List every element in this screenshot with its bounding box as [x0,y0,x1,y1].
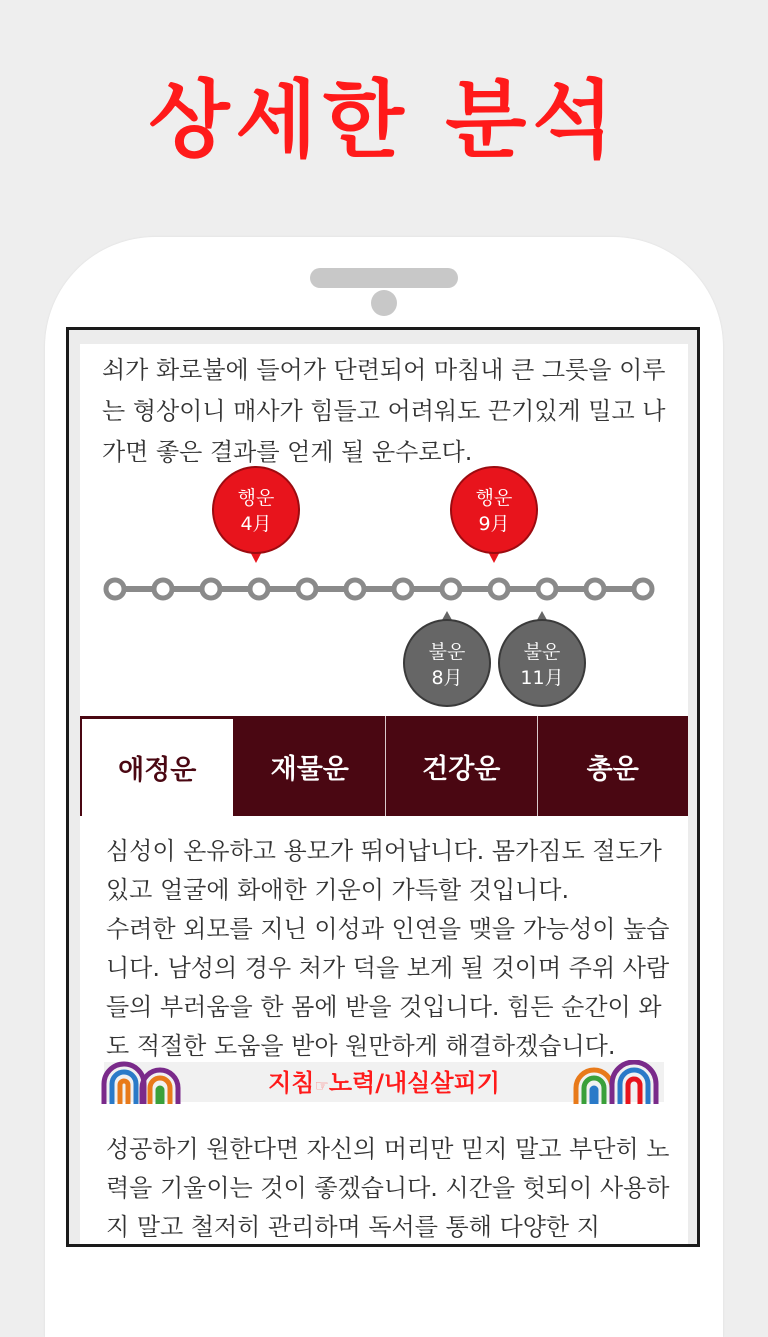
bad-luck-month: 11月 [520,667,564,689]
timeline-month-dot [106,580,124,598]
tab-love[interactable]: 애정운 [80,716,235,816]
tab-health[interactable]: 건강운 [386,716,538,816]
pointing-hand-icon: ☞ [314,1076,329,1095]
timeline-month-dot [346,580,364,598]
content-card [80,344,688,1247]
advice-prefix: 지침 [268,1069,315,1097]
good-luck-marker-september [451,467,537,563]
page-headline: 상세한 분석 [148,71,620,169]
intro-text: 쇠가 화로불에 들어가 단련되어 마침내 큰 그릇을 이루는 형상이니 매사가 힘들고 어려워도 끈기있게 밀고 나가면 좋은 결과를 얻게 될 운수로다. [102,356,666,466]
rainbow-arch-icon-right [572,1060,664,1104]
bad-luck-marker-august [404,611,490,706]
fortune-paragraph: 심성이 온유하고 용모가 뛰어납니다. 몸가짐도 절도가 있고 얼굴에 화애한 기운이 가득할 것입니다. [106,837,662,904]
bad-luck-label: 불운 [523,641,561,663]
timeline-month-dot [202,580,220,598]
fortune-paragraph: 수려한 외모를 지닌 이성과 인연을 맺을 가능성이 높습니다. 남성의 경우 처가 덕을 보게 될 것이며 주위 사람들의 부러움을 한 몸에 받을 것입니다. 힘든 순간이 와도 적절한 도움을 받아 원만하게 해결하겠습니다. [106,915,670,1060]
bad-luck-marker-november [499,611,585,706]
timeline-month-dot [538,580,556,598]
good-luck-marker-april [213,467,299,563]
good-luck-month: 9月 [478,513,510,535]
rainbow-arch-icon-left [100,1060,192,1104]
tab-overall[interactable]: 총운 [586,753,639,785]
luck-timeline [80,464,688,724]
good-luck-month: 4月 [240,513,272,535]
timeline-month-dot [586,580,604,598]
advice-label: 노력/내실살피기 [328,1069,500,1097]
tab-wealth[interactable]: 재물운 [235,716,387,816]
good-luck-label: 행운 [237,487,275,509]
timeline-month-dot [298,580,316,598]
phone-camera [371,290,397,316]
good-luck-label: 행운 [475,487,513,509]
timeline-month-dot [394,580,412,598]
timeline-month-dot [634,580,652,598]
bad-luck-label: 불운 [428,641,466,663]
timeline-month-dot [154,580,172,598]
phone-screen [66,327,700,1247]
timeline-month-dot [250,580,268,598]
advice-text: 성공하기 원한다면 자신의 머리만 믿지 말고 부단히 노력을 기울이는 것이 좋겠습니다. 시간을 헛되이 사용하지 말고 철저히 관리하며 독서를 통해 다양한 지 [106,1135,670,1241]
timeline-month-dot [442,580,460,598]
fortune-text [106,832,671,1066]
fortune-tabs [80,716,688,816]
bad-luck-month: 8月 [431,667,463,689]
phone-speaker [310,268,458,288]
timeline-month-dot [490,580,508,598]
